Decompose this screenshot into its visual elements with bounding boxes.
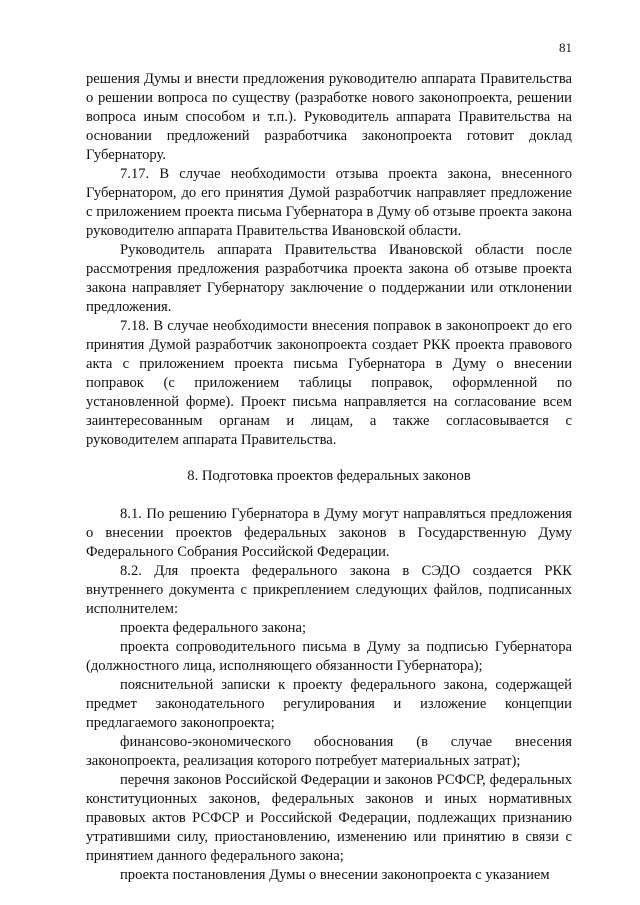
paragraphs-after <box>86 505 572 885</box>
paragraphs-before <box>86 70 572 450</box>
paragraph: Руководитель аппарата Правительства Ивановской области после рассмотрения предложения разработчика проекта закона об отзыве проекта закона направляет Губернатору заключение о поддержании или отклонении предложения. <box>86 242 572 315</box>
paragraph: пояснительной записки к проекту федерального закона, содержащей предмет законодательного регулирования и изложение концепции предлагаемого законопроекта; <box>86 677 572 731</box>
paragraph: финансово-экономического обоснования (в случае внесения законопроекта, реализация которого потребует материальных затрат); <box>86 734 572 769</box>
paragraph: 7.18. В случае необходимости внесения поправок в законопроект до его принятия Думой разработчик законопроекта создает РКК проекта правового акта с приложением проекта письма Губернатора в Думу о внесении поправок (с приложением таблицы поправок, оформленной по установленной форме). Проект письма направляется на согласование всем заинтересованным органам и лицам, а также согласовывается с руководителем аппарата Правительства. <box>86 318 572 448</box>
paragraph: перечня законов Российской Федерации и законов РСФСР, федеральных конституционных законов, федеральных законов и иных нормативных правовых актов РСФСР и Российской Федерации, подлежащих признанию утратившими силу, приостановлению, изменению или принятию в связи с принятием данного федерального закона; <box>86 772 572 864</box>
section-heading: 8. Подготовка проектов федеральных законов <box>187 468 471 484</box>
document-body <box>86 70 572 885</box>
page-number: 81 <box>559 40 572 55</box>
paragraph: решения Думы и внести предложения руководителю аппарата Правительства о решении вопроса по существу (разработке нового законопроекта, решении вопроса иным способом и т.п.). Руководитель аппарата Правительства на основании предложений разработчика законопроекта готовит доклад Губернатору. <box>86 71 572 163</box>
paragraph: проекта федерального закона; <box>120 620 307 636</box>
paragraph: 7.17. В случае необходимости отзыва проекта закона, внесенного Губернатором, до его принятия Думой разработчик направляет предложение с приложением проекта письма Губернатора в Думу об отзыве проекта закона руководителю аппарата Правительства Ивановской области. <box>86 166 572 239</box>
paragraph: проекта сопроводительного письма в Думу за подписью Губернатора (должностного лица, исполняющего обязанности Губернатора); <box>86 639 572 674</box>
paragraph: проекта постановления Думы о внесении законопроекта с указанием <box>120 867 550 883</box>
paragraph: 8.2. Для проекта федерального закона в СЭДО создается РКК внутреннего документа с прикреплением следующих файлов, подписанных исполнителем: <box>86 563 572 617</box>
paragraph: 8.1. По решению Губернатора в Думу могут направляться предложения о внесении проектов федеральных законов в Государственную Думу Федерального Собрания Российской Федерации. <box>86 506 572 560</box>
